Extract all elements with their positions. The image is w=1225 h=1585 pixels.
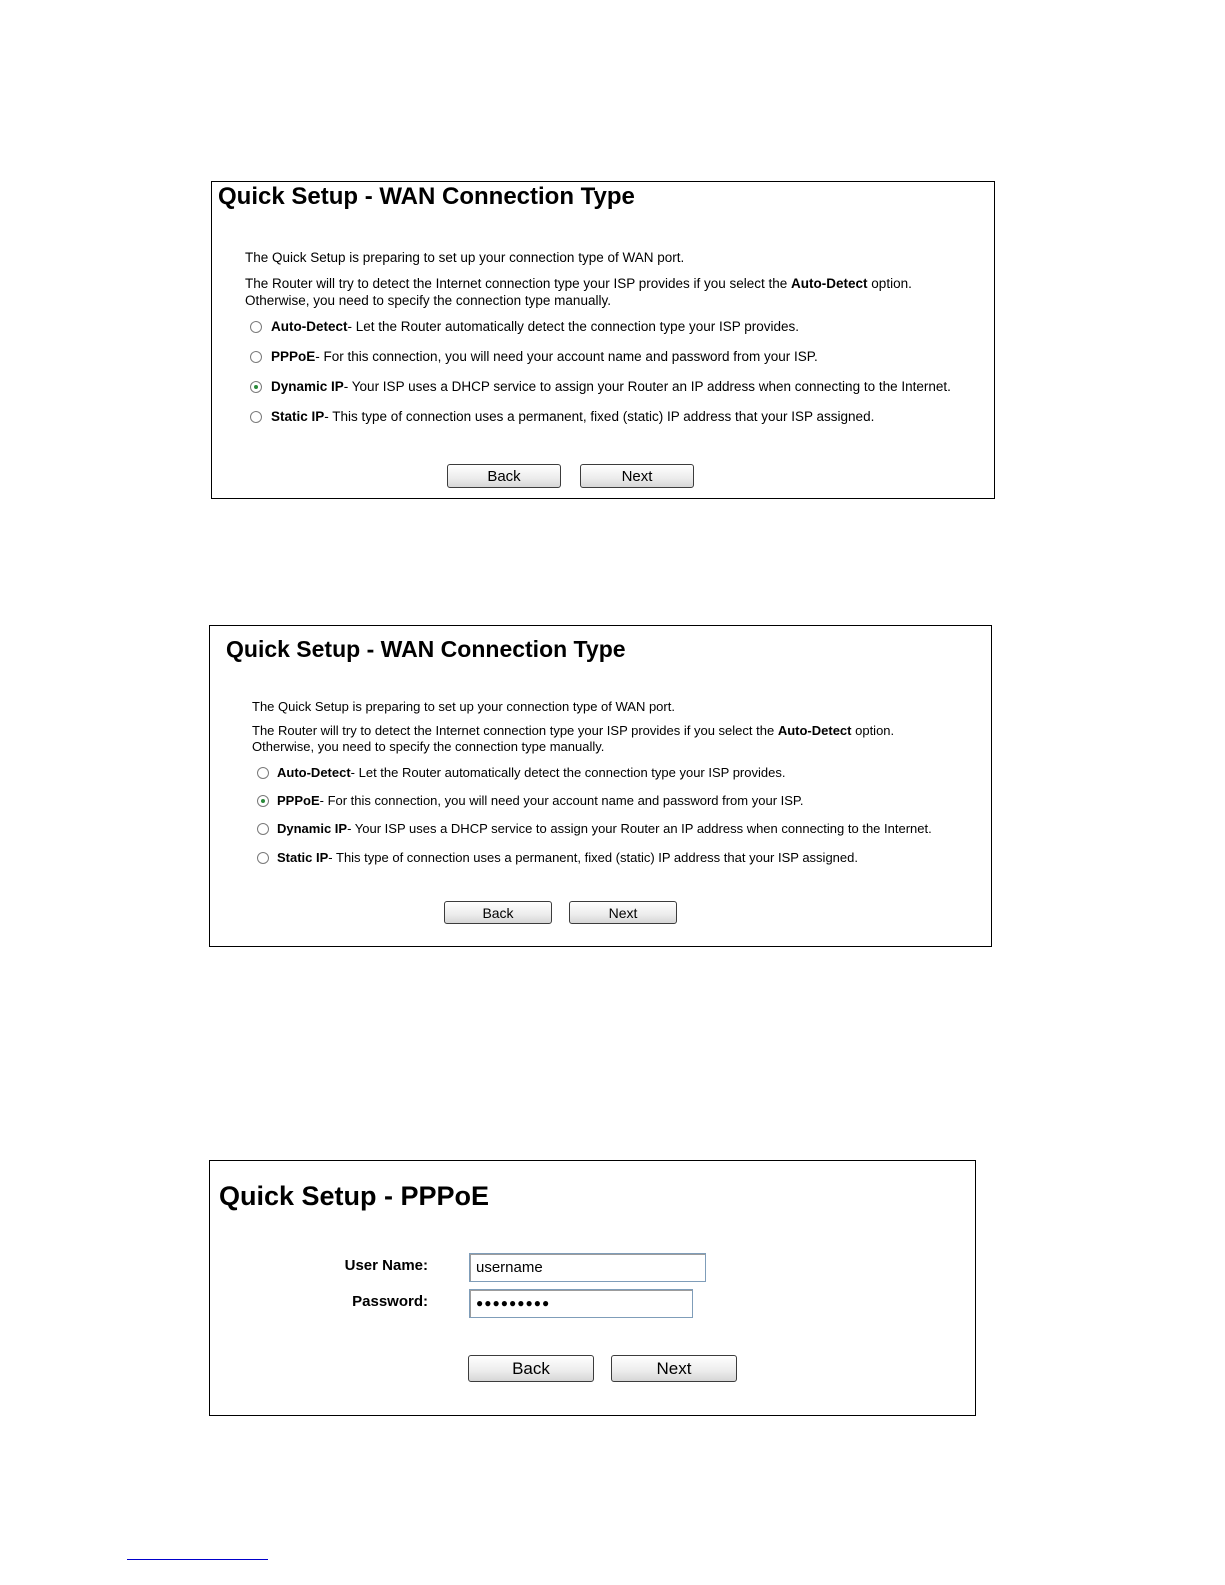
option-desc: - For this connection, you will need your account name and password from your ISP. — [319, 793, 804, 808]
back-button[interactable]: Back — [468, 1355, 594, 1382]
password-label: Password: — [352, 1293, 428, 1310]
next-button[interactable]: Next — [611, 1355, 737, 1382]
next-button[interactable]: Next — [569, 901, 677, 924]
radio-static-ip[interactable] — [250, 411, 262, 423]
option-desc: - This type of connection uses a permanent, fixed (static) IP address that your ISP assigned. — [328, 850, 858, 865]
detect-text-post: option. — [851, 723, 895, 738]
detect-text-post: option. — [867, 276, 912, 291]
option-desc: - Your ISP uses a DHCP service to assign your Router an IP address when connecting to the Internet. — [343, 379, 951, 394]
option-dynamic-ip[interactable] — [250, 379, 951, 394]
option-pppoe[interactable] — [250, 349, 818, 364]
option-desc: - Let the Router automatically detect the connection type your ISP provides. — [347, 319, 800, 334]
wan-connection-panel-1 — [211, 181, 995, 499]
page-title: Quick Setup - WAN Connection Type — [218, 183, 635, 210]
option-desc: - For this connection, you will need your account name and password from your ISP. — [315, 349, 818, 364]
detect-text-pre: The Router will try to detect the Internet connection type your ISP provides if you select the — [245, 276, 792, 291]
option-pppoe[interactable] — [257, 793, 804, 808]
detect-text-bold: Auto-Detect — [791, 276, 868, 291]
option-name: Auto-Detect — [277, 765, 351, 780]
radio-pppoe[interactable] — [250, 351, 262, 363]
radio-dynamic-ip[interactable] — [250, 381, 262, 393]
option-static-ip[interactable] — [257, 850, 858, 865]
footnote-separator — [127, 1559, 268, 1560]
option-auto-detect[interactable] — [257, 765, 785, 780]
intro-text: The Quick Setup is preparing to set up your connection type of WAN port. — [252, 699, 675, 714]
page-title: Quick Setup - WAN Connection Type — [226, 636, 626, 662]
detect-text-bold: Auto-Detect — [777, 723, 852, 738]
option-name: Static IP — [277, 850, 329, 865]
password-input[interactable]: ●●●●●●●●● — [469, 1289, 693, 1318]
username-input[interactable] — [469, 1253, 706, 1282]
option-auto-detect[interactable] — [250, 319, 799, 334]
option-desc: - This type of connection uses a permanent, fixed (static) IP address that your ISP assigned. — [324, 409, 875, 424]
option-name: PPPoE — [271, 349, 316, 364]
wan-connection-panel-2 — [209, 625, 992, 947]
option-desc: - Let the Router automatically detect the connection type your ISP provides. — [350, 765, 786, 780]
detect-text-pre: The Router will try to detect the Internet connection type your ISP provides if you select the — [252, 723, 778, 738]
option-name: Auto-Detect — [271, 319, 348, 334]
radio-pppoe[interactable] — [257, 795, 269, 807]
option-name: Dynamic IP — [271, 379, 344, 394]
detect-text — [252, 723, 894, 755]
option-name: Dynamic IP — [277, 821, 348, 836]
detect-text — [245, 275, 912, 309]
option-name: PPPoE — [277, 793, 320, 808]
radio-static-ip[interactable] — [257, 852, 269, 864]
pppoe-panel — [209, 1160, 976, 1416]
radio-auto-detect[interactable] — [257, 767, 269, 779]
detect-text-line2: Otherwise, you need to specify the connection type manually. — [252, 739, 605, 754]
option-static-ip[interactable] — [250, 409, 874, 424]
back-button[interactable]: Back — [444, 901, 552, 924]
username-label: User Name: — [344, 1257, 428, 1274]
back-button[interactable]: Back — [447, 464, 561, 488]
option-dynamic-ip[interactable] — [257, 821, 932, 836]
option-name: Static IP — [271, 409, 325, 424]
intro-text: The Quick Setup is preparing to set up your connection type of WAN port. — [245, 250, 685, 265]
option-desc: - Your ISP uses a DHCP service to assign your Router an IP address when connecting to the Internet. — [347, 821, 932, 836]
page-title: Quick Setup - PPPoE — [219, 1181, 490, 1211]
next-button[interactable]: Next — [580, 464, 694, 488]
radio-auto-detect[interactable] — [250, 321, 262, 333]
detect-text-line2: Otherwise, you need to specify the connection type manually. — [245, 293, 611, 308]
radio-dynamic-ip[interactable] — [257, 823, 269, 835]
